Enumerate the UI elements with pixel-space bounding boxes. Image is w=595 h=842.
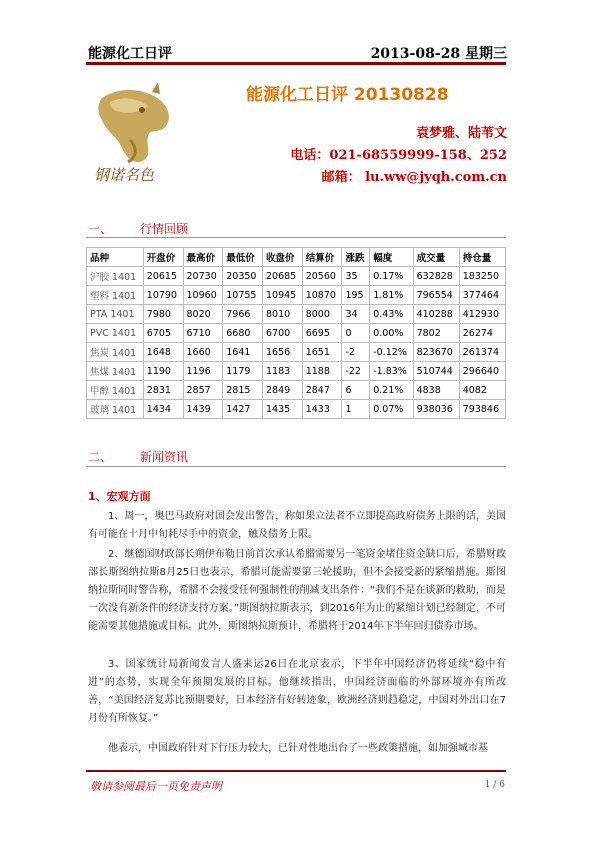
table-cell: 7980 bbox=[143, 305, 183, 324]
table-cell: 6700 bbox=[262, 324, 302, 343]
table-cell: 4082 bbox=[459, 381, 505, 400]
page-number: 1 / 6 bbox=[484, 780, 505, 790]
table-cell: 632828 bbox=[413, 267, 459, 286]
table-cell: 823670 bbox=[413, 343, 459, 362]
table-row bbox=[87, 362, 506, 381]
table-cell: 1 bbox=[342, 400, 370, 419]
header-date: 2013-08-28 星期三 bbox=[370, 46, 507, 62]
market-table bbox=[86, 247, 506, 419]
section-title: 新闻资讯 bbox=[140, 450, 189, 464]
table-cell: 410288 bbox=[413, 305, 459, 324]
table-cell: 10960 bbox=[183, 286, 223, 305]
table-cell-product: 焦炭 1401 bbox=[87, 343, 144, 362]
table-cell-product: 甲醇 1401 bbox=[87, 381, 144, 400]
table-cell: 1188 bbox=[302, 362, 342, 381]
table-cell: 1196 bbox=[183, 362, 223, 381]
table-cell: 7966 bbox=[223, 305, 263, 324]
table-cell: 20615 bbox=[143, 267, 183, 286]
horse-head-logo-icon bbox=[90, 78, 180, 186]
table-header: 幅度 bbox=[370, 248, 413, 267]
table-cell: 6705 bbox=[143, 324, 183, 343]
table-cell-product: 焦煤 1401 bbox=[87, 362, 144, 381]
table-cell: 10790 bbox=[143, 286, 183, 305]
table-cell: 1660 bbox=[183, 343, 223, 362]
table-cell: 377464 bbox=[459, 286, 505, 305]
table-row bbox=[87, 343, 506, 362]
section-heading-market-review bbox=[88, 220, 188, 237]
table-cell: 2849 bbox=[262, 381, 302, 400]
table-cell: 793846 bbox=[459, 400, 505, 419]
table-cell-product: PVC 1401 bbox=[87, 324, 144, 343]
table-cell-product: PTA 1401 bbox=[87, 305, 144, 324]
table-cell: 6680 bbox=[223, 324, 263, 343]
table-header: 收盘价 bbox=[262, 248, 302, 267]
subheading-macro: 1、宏观方面 bbox=[88, 490, 151, 503]
table-cell-product: 塑料 1401 bbox=[87, 286, 144, 305]
table-cell: 1.81% bbox=[370, 286, 413, 305]
paragraph: 1、周一，奥巴马政府对国会发出警告，称如果立法者不立即提高政府债务上限的话，美国有可能在十月中旬耗尽手中的资金，触及债务上限。 bbox=[88, 511, 506, 540]
table-cell: 0.43% bbox=[370, 305, 413, 324]
phone: 电话：021-68559999-158、252 bbox=[290, 148, 507, 163]
table-cell: 1656 bbox=[262, 343, 302, 362]
paragraph: 2、继德国财政部长朔伊布勒日前首次承认希腊需要另一笔资金堵住资金缺口后，希腊财政部长斯图纳拉斯8月25日也表示，希腊可能需要第三轮援助，但不会接受新的紧缩措施。斯图纳拉斯同时警告称，希腊不会接受任何强制性的削减支出条件：“我们不是在谈新的救助，而是一次没有新条件的经济支持方案。”斯图纳拉斯表示，到2016年为止的紧缩计划已经制定，不可能需要其他措施或目标。此外，斯图纳拉斯预计，希腊将于2014年下半年回归债券市场。 bbox=[88, 549, 506, 632]
table-cell: 1433 bbox=[302, 400, 342, 419]
table-cell: 1427 bbox=[223, 400, 263, 419]
table-header-row bbox=[87, 248, 506, 267]
table-cell: 296640 bbox=[459, 362, 505, 381]
section-rule bbox=[86, 237, 506, 238]
email: 邮箱： lu.ww@jyqh.com.cn bbox=[321, 170, 507, 185]
table-cell: 6695 bbox=[302, 324, 342, 343]
table-cell: 0.21% bbox=[370, 381, 413, 400]
section-rule bbox=[86, 466, 506, 467]
table-cell: 412930 bbox=[459, 305, 505, 324]
table-cell: 1435 bbox=[262, 400, 302, 419]
table-cell: 2857 bbox=[183, 381, 223, 400]
section-number: 一、 bbox=[88, 222, 113, 236]
table-cell: 0.00% bbox=[370, 324, 413, 343]
table-cell: 0.17% bbox=[370, 267, 413, 286]
table-cell: -2 bbox=[342, 343, 370, 362]
table-cell-product: 沪胶 1401 bbox=[87, 267, 144, 286]
table-header: 品种 bbox=[87, 248, 144, 267]
table-cell: 8000 bbox=[302, 305, 342, 324]
table-cell: -0.12% bbox=[370, 343, 413, 362]
table-header: 成交量 bbox=[413, 248, 459, 267]
logo-text: 钢诺名色 bbox=[94, 166, 155, 184]
table-cell: 183250 bbox=[459, 267, 505, 286]
table-header: 开盘价 bbox=[143, 248, 183, 267]
table-cell: 6 bbox=[342, 381, 370, 400]
table-cell: 1651 bbox=[302, 343, 342, 362]
table-row bbox=[87, 324, 506, 343]
table-cell: 510744 bbox=[413, 362, 459, 381]
table-cell: 0 bbox=[342, 324, 370, 343]
table-cell: 7802 bbox=[413, 324, 459, 343]
table-cell: 34 bbox=[342, 305, 370, 324]
table-cell: 4838 bbox=[413, 381, 459, 400]
company-logo bbox=[90, 78, 180, 186]
table-cell: 10870 bbox=[302, 286, 342, 305]
table-header: 持仓量 bbox=[459, 248, 505, 267]
table-cell: 938036 bbox=[413, 400, 459, 419]
table-cell: 1179 bbox=[223, 362, 263, 381]
table-cell: 26274 bbox=[459, 324, 505, 343]
paragraph: 他表示，中国政府针对下行压力较大，已针对性地出台了一些政策措施，如加强城市基 bbox=[108, 743, 488, 754]
table-cell: 8020 bbox=[183, 305, 223, 324]
table-cell: 6710 bbox=[183, 324, 223, 343]
table-cell: 1434 bbox=[143, 400, 183, 419]
table-header: 结算价 bbox=[302, 248, 342, 267]
table-cell: 1183 bbox=[262, 362, 302, 381]
table-cell: 0.07% bbox=[370, 400, 413, 419]
section-title: 行情回顾 bbox=[140, 222, 189, 236]
table-cell: 1641 bbox=[223, 343, 263, 362]
table-cell: 35 bbox=[342, 267, 370, 286]
table-cell: 1439 bbox=[183, 400, 223, 419]
header-title: 能源化工日评 bbox=[88, 46, 172, 62]
table-cell: 1190 bbox=[143, 362, 183, 381]
table-cell: 261374 bbox=[459, 343, 505, 362]
table-cell: 796554 bbox=[413, 286, 459, 305]
footer-rule bbox=[86, 770, 506, 772]
paragraph: 3、国家统计局新闻发言人盛来运26日在北京表示，下半年中国经济仍将延续“稳中有进”的态势，实现全年预期发展的目标。他继续指出，中国经济面临的外部环境亦有所改善，“美国经济复苏比预期要好，日本经济有好转迹象，欧洲经济则趋稳定，中国对外出口在7月份有所恢复。” bbox=[88, 659, 506, 724]
table-row bbox=[87, 381, 506, 400]
table-cell: 2815 bbox=[223, 381, 263, 400]
authors: 袁梦雅、陆苇文 bbox=[415, 126, 507, 141]
table-cell: 10945 bbox=[262, 286, 302, 305]
table-cell: -22 bbox=[342, 362, 370, 381]
disclaimer-note: 敬请参阅最后一页免责声明 bbox=[90, 780, 222, 793]
table-cell: 2831 bbox=[143, 381, 183, 400]
table-row bbox=[87, 286, 506, 305]
table-cell: 195 bbox=[342, 286, 370, 305]
section-heading-news bbox=[88, 448, 188, 465]
table-row bbox=[87, 267, 506, 286]
table-cell: 2847 bbox=[302, 381, 342, 400]
section-number: 二、 bbox=[88, 450, 113, 464]
report-title: 能源化工日评 20130828 bbox=[246, 85, 449, 105]
table-cell: -1.83% bbox=[370, 362, 413, 381]
header-rule bbox=[86, 62, 506, 65]
table-cell: 20350 bbox=[223, 267, 263, 286]
table-cell: 20560 bbox=[302, 267, 342, 286]
table-header: 涨跌 bbox=[342, 248, 370, 267]
table-header: 最低价 bbox=[223, 248, 263, 267]
table-cell: 1648 bbox=[143, 343, 183, 362]
table-header: 最高价 bbox=[183, 248, 223, 267]
table-cell: 20685 bbox=[262, 267, 302, 286]
table-cell: 20730 bbox=[183, 267, 223, 286]
table-cell: 10755 bbox=[223, 286, 263, 305]
table-row bbox=[87, 400, 506, 419]
table-cell-product: 玻璃 1401 bbox=[87, 400, 144, 419]
table-row bbox=[87, 305, 506, 324]
table-cell: 8010 bbox=[262, 305, 302, 324]
